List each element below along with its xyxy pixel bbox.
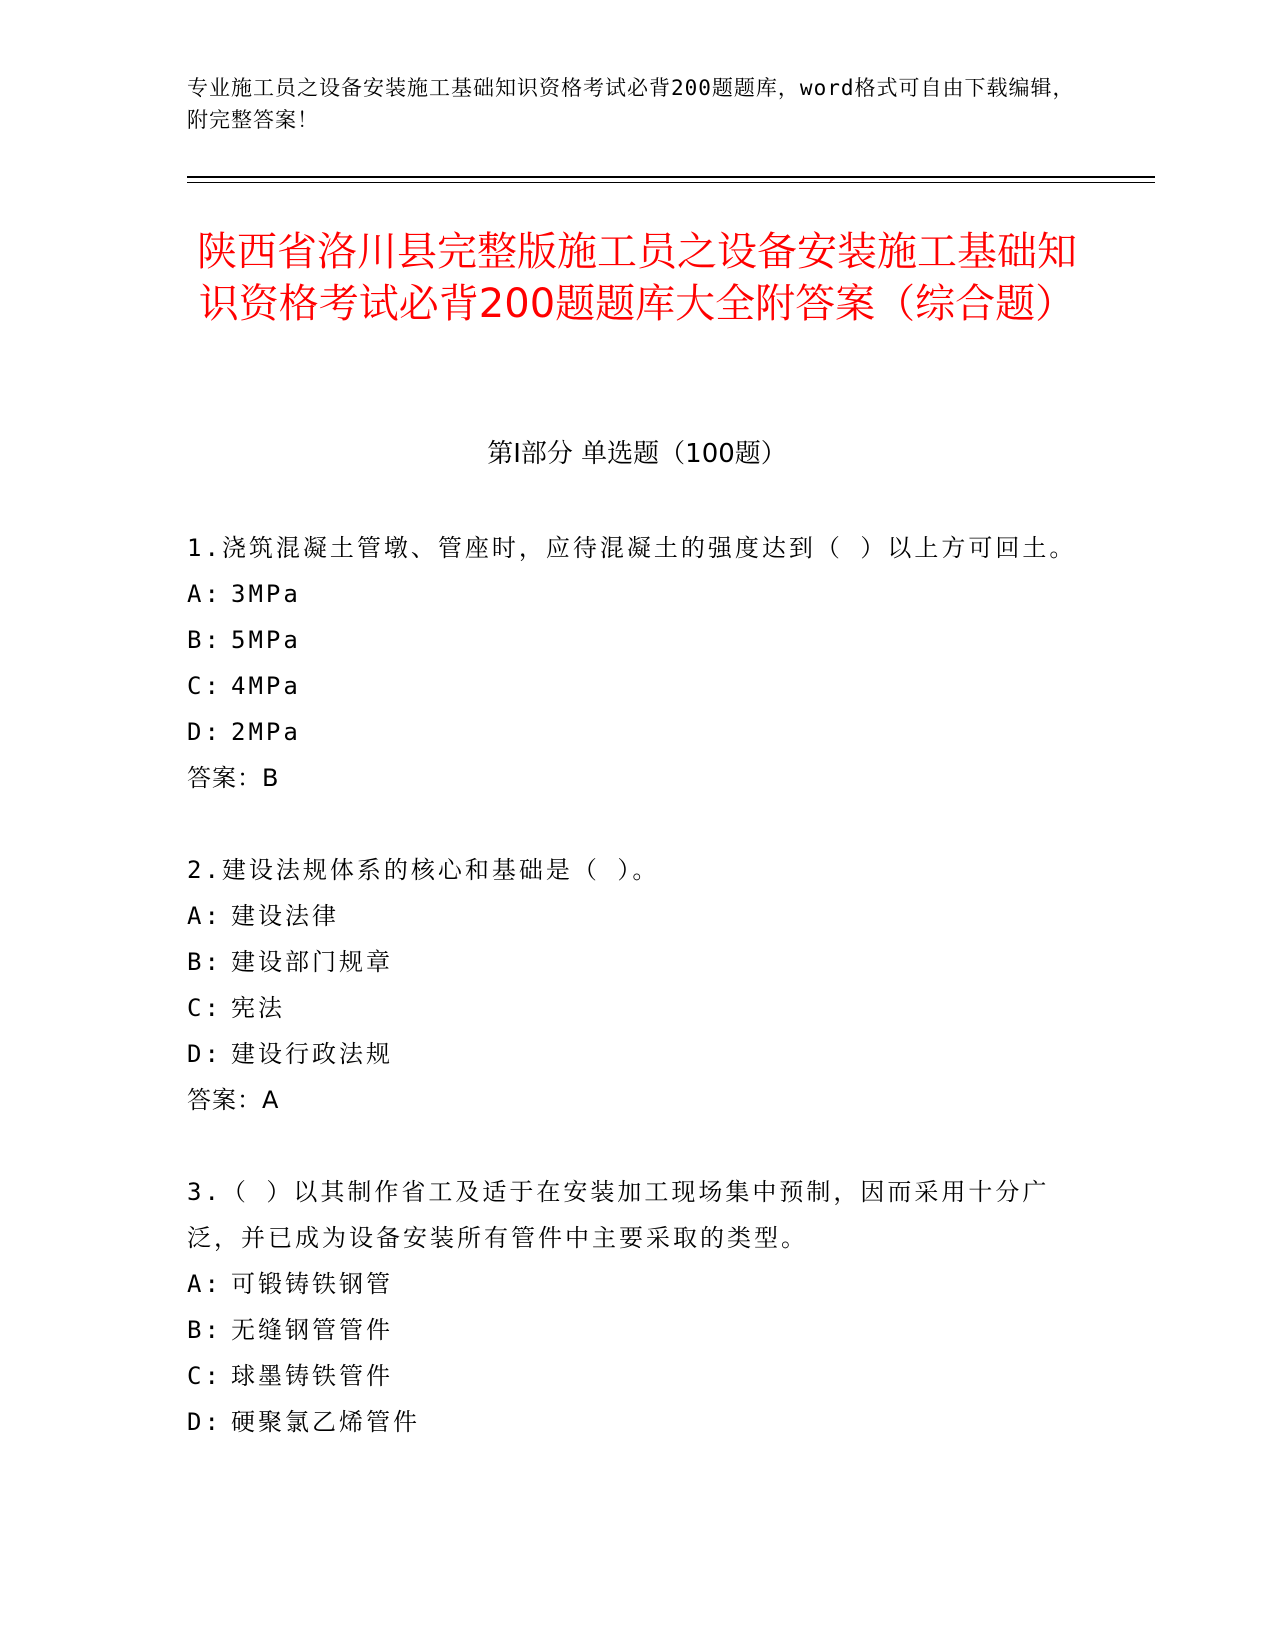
option-a <box>187 1261 1087 1307</box>
option-key: C: <box>187 1362 222 1390</box>
option-text: 无缝钢管管件 <box>231 1316 393 1344</box>
option-key: D: <box>187 1040 222 1068</box>
option-key: D: <box>187 718 222 746</box>
spacer <box>187 1123 1087 1169</box>
question-stem: 2.建设法规体系的核心和基础是（ ）。 <box>187 856 660 884</box>
option-c <box>187 1353 1087 1399</box>
option-text: 建设行政法规 <box>231 1040 393 1068</box>
header-rule-thin <box>187 182 1155 183</box>
question-list <box>187 525 1087 1445</box>
answer-line: 答案：B <box>187 764 280 792</box>
option-d <box>187 1031 1087 1077</box>
option-text: 建设部门规章 <box>231 948 393 976</box>
option-text: 5MPa <box>231 626 301 654</box>
option-key: C: <box>187 994 222 1022</box>
spacer <box>187 801 1087 847</box>
option-key: D: <box>187 1408 222 1436</box>
question-stem: 3.（ ）以其制作省工及适于在安装加工现场集中预制，因而采用十分广泛，并已成为设备安装所有管件中主要采取的类型。 <box>187 1178 1050 1252</box>
option-text: 硬聚氯乙烯管件 <box>231 1408 420 1436</box>
option-b <box>187 617 1087 663</box>
option-text: 2MPa <box>231 718 301 746</box>
option-key: C: <box>187 672 222 700</box>
option-text: 3MPa <box>231 580 301 608</box>
option-a <box>187 571 1087 617</box>
option-a <box>187 893 1087 939</box>
option-text: 可锻铸铁钢管 <box>231 1270 393 1298</box>
option-d <box>187 709 1087 755</box>
question-1 <box>187 525 1087 847</box>
option-key: A: <box>187 1270 222 1298</box>
option-c <box>187 663 1087 709</box>
option-text: 建设法律 <box>231 902 339 930</box>
option-c <box>187 985 1087 1031</box>
option-key: A: <box>187 580 222 608</box>
option-b <box>187 939 1087 985</box>
option-key: A: <box>187 902 222 930</box>
question-2 <box>187 847 1087 1169</box>
option-text: 4MPa <box>231 672 301 700</box>
document-title: 陕西省洛川县完整版施工员之设备安装施工基础知识资格考试必背200题题库大全附答案（综合题） <box>197 229 1077 327</box>
question-3 <box>187 1169 1087 1445</box>
answer-line: 答案：A <box>187 1086 280 1114</box>
question-stem: 1.浇筑混凝土管墩、管座时，应待混凝土的强度达到（ ）以上方可回土。 <box>187 534 1077 562</box>
option-d <box>187 1399 1087 1445</box>
option-text: 球墨铸铁管件 <box>231 1362 393 1390</box>
section-heading: 第Ⅰ部分 单选题（100题） <box>487 439 787 469</box>
option-b <box>187 1307 1087 1353</box>
header-rule <box>187 176 1155 178</box>
header-note: 专业施工员之设备安装施工基础知识资格考试必背200题题库，word格式可自由下载编辑，附完整答案！ <box>187 76 1075 132</box>
option-text: 宪法 <box>231 994 285 1022</box>
option-key: B: <box>187 948 222 976</box>
option-key: B: <box>187 1316 222 1344</box>
option-key: B: <box>187 626 222 654</box>
